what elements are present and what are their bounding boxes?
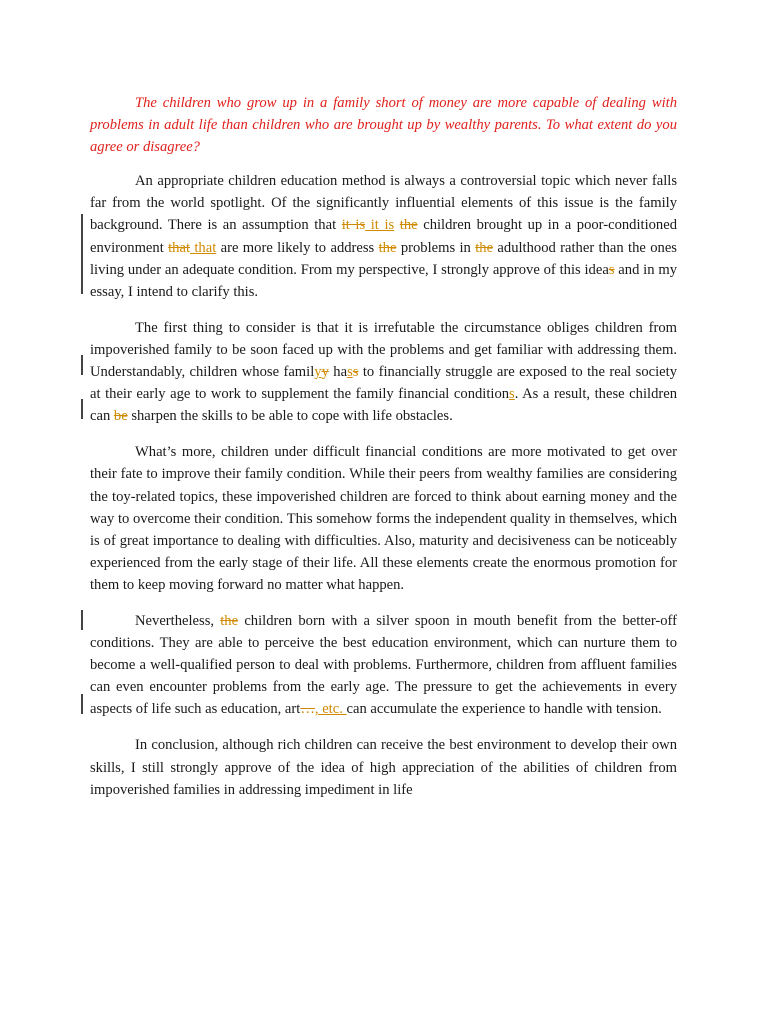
change-bar [81, 694, 83, 714]
deleted-text: the [378, 239, 397, 256]
text: . As a result, these children can [90, 386, 677, 425]
text: problems in [396, 239, 476, 256]
deleted-text: … [300, 701, 315, 718]
paragraph-intro [90, 170, 677, 303]
paragraph-body-2: What’s more, children under difficult financial conditions are more motivated to get over their fate to improve their family condition. While their peers from wealthy families are considering the toy-related topics, these impoverished children are forced to think about earning money and the way to overcome their condition. This somehow forms the independent quality in themselves, which is of great importance to dealing with difficulties. Also, maturity and decisiveness can be noticeably experienced from the early stage of their life. All these elements create the enormous promotion for them to keep moving forward no matter what happen. [90, 444, 678, 593]
deleted-text: the [220, 612, 239, 629]
inserted-text: it is [365, 217, 395, 234]
deleted-text: s [608, 261, 615, 278]
text: An appropriate children education method is always a controversial topic which never falls far from the world spotlight. Of the significantly influential elements of this issue is the family background. There is an assumption that [90, 173, 677, 234]
deleted-text: s [352, 364, 359, 381]
change-bar [81, 610, 83, 630]
paragraph-conclusion: In conclusion, although rich children can receive the best environment to develop their own skills, I still strongly approve of the idea of high appreciation of the abilities of children from impoverished families in addressing impediment in life [90, 737, 677, 798]
text: ha [328, 364, 348, 381]
deleted-text: it is [341, 217, 366, 234]
text: The first thing to consider is that it is irrefutable the circumstance obliges children from impoverished family to be soon faced up with the problems and get familiar with addressing them. Understandably, children whose famil [90, 319, 677, 381]
deleted-text: be [113, 408, 128, 425]
paragraph-body-1 [90, 317, 677, 427]
inserted-text: y [314, 364, 322, 381]
inserted-text: s [509, 386, 515, 403]
deleted-text: the [399, 217, 418, 234]
essay-page [90, 92, 677, 815]
text: and in my essay, I intend to clarify this. [90, 261, 677, 300]
text: children brought up in a poor-conditioned environment [90, 217, 678, 256]
essay-prompt: The children who grow up in a family short of money are more capable of dealing with problems in adult life than children who are brought up by wealthy parents. To what extent do you agree or disagree? [90, 95, 677, 156]
inserted-text: that [190, 239, 217, 256]
change-bar [81, 214, 83, 294]
deleted-text: the [475, 239, 494, 256]
change-bar [81, 399, 83, 419]
deleted-text: y [321, 364, 329, 381]
text: adulthood rather than the ones living under an adequate condition. From my perspective, I strongly approve of this idea [90, 239, 677, 278]
inserted-text: , etc. [314, 701, 347, 718]
inserted-text: s [347, 364, 353, 381]
text: children born with a silver spoon in mouth benefit from the better-off conditions. They are able to perceive the best education environment, which can nurture them to become a well-qualified person to deal with problems. Furthermore, children from affluent families can even encounter problems from the early age. The pressure to get the achievements in every aspects of life such as education, art [90, 612, 677, 718]
text: to financially struggle are exposed to the real society at their early age to work to supplement the family financial condition [90, 364, 677, 403]
text: are more likely to address [216, 239, 379, 256]
paragraph-body-3 [90, 610, 677, 720]
change-bar [81, 355, 83, 375]
text: Nevertheless, [135, 612, 221, 629]
text: sharpen the skills to be able to cope with life obstacles. [127, 408, 453, 425]
deleted-text: that [168, 239, 191, 256]
text: can accumulate the experience to handle with tension. [346, 701, 662, 718]
